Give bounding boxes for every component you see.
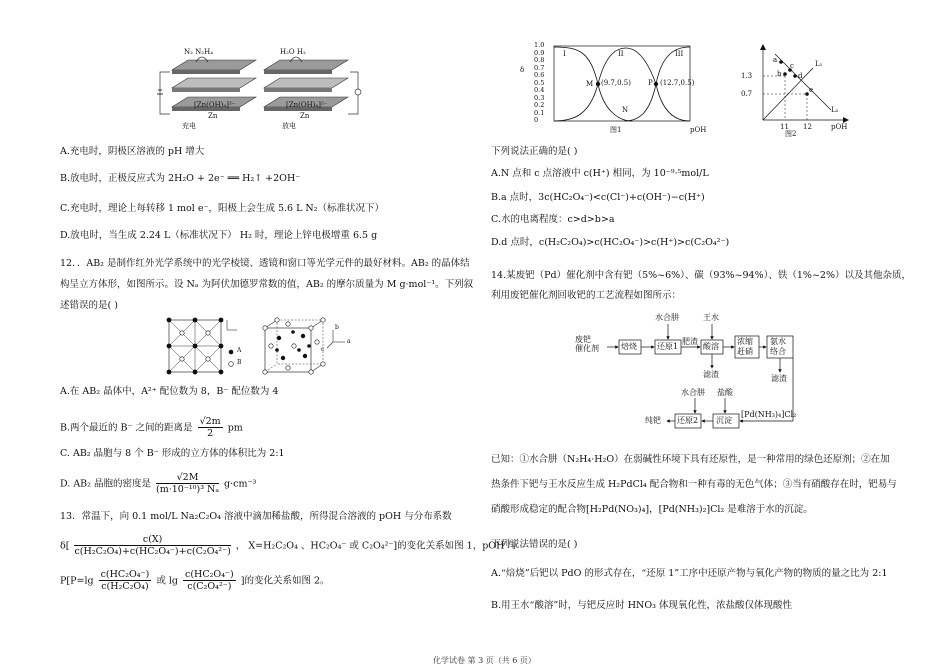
known-line-3: 硝酸形成稳定的配合物[H₂Pd(NO₃)₄]，[Pd(NH₃)₂]Cl₂ 是难溶于水的沉淀。 [491,504,813,515]
q12-line-1: 12．．AB₂ 是制作红外光学系统中的光学棱镜、透镜和窗口等光学元件的最好材料。AB₂ 的晶体结 [60,258,470,269]
q13-option-c: C.水的电离程度：c>d>b>a [491,214,615,225]
q11-option-a: A.充电时，阴极区溶液的 pH 增大 [60,146,205,157]
fig2-point-c: c [790,62,794,70]
fig1-y-tick: 0.4 [534,86,545,94]
q13-line-2: X=H₂C₂O₄ 、HC₂O₄⁻ 或 C₂O₄²⁻]的变化关系如图 1，pOH 与 [248,540,517,552]
flow-box-reduce-2: 还原2 [677,416,699,425]
battery-right-gas-labels: H₂O H₂ [280,48,306,56]
q12-line-3: 述错误的是( ) [60,300,118,311]
fig2-point-d: d [798,72,803,80]
flowchart [575,310,805,432]
fig2-x-tick-2: 12 [803,123,812,131]
flow-box-denitrate: 赶硝 [737,347,753,356]
flow-input-line-2: 催化剂 [575,343,599,353]
q11-option-b: B.放电时，正极反应式为 2H₂O + 2e⁻ ══ H₂↑ +2OH⁻ [60,173,301,184]
flow-box-acid-dissolve: 酸溶 [703,342,719,351]
q12-line-2: 构呈立方体形，如图所示。设 Nₐ 为阿伏加德罗常数的值，AB₂ 的摩尔质量为 M g·mol⁻¹。下列叙 [60,279,474,290]
q14-stem: 下列说法错误的是( ) [491,539,578,550]
q13-p-fraction-2 [183,569,236,593]
q14-line-2: 利用废钯催化剂回收钯的工艺流程如图所示： [491,290,682,301]
flow-reagent-hydrazine-bottom: 水合肼 [681,388,705,397]
battery-discharge-caption: 放电 [282,122,296,130]
q13-line-3: ]的变化关系如图 2。 [240,575,330,587]
flow-complex-label: [Pd(NH₃)₄]Cl₂ [741,410,797,419]
q12-option-b [60,416,243,440]
fig2-caption: 图2 [785,130,797,138]
flow-box-complex: 络合 [770,347,786,356]
q13-delta-denominator: c(H₂C₂O₄)+c(HC₂O₄⁻)+c(C₂O₄²⁻) [74,546,231,558]
fig2-y-tick-2: 0.7 [741,90,753,98]
q14-line-1: 14.某废钯（Pd）催化剂中含有钯（5%~6%）、碳（93%~94%）、铁（1%~2%）以及其他杂质， [491,270,911,281]
flow-output: 纯钯 [645,416,661,425]
fig2-point-e: e [809,86,814,94]
crystal-legend-b: B [237,359,242,366]
crystal-axis-a: a [347,338,351,345]
battery-right-complex: [Zn(OH)₄]²⁻ [286,101,328,109]
flow-input [575,336,599,354]
fig1-y-label: δ [520,66,525,74]
q13-delta-line [60,534,517,558]
flow-residue-2: 滤渣 [771,374,787,383]
flow-box-precipitate: 沉淀 [716,416,732,425]
crystal-figure [165,316,360,376]
q12-option-a: A.在 AB₂ 晶体中，A²⁺ 配位数为 8，B⁻ 配位数为 4 [60,386,279,397]
flow-reagent-aqua-regia: 王水 [703,313,719,322]
flow-box-concentrate: 浓缩 [737,337,753,346]
q13-option-a: A.N 点和 c 点溶液中 c(H⁺) 相同，为 10⁻⁹·⁵mol/L [491,168,709,179]
battery-left-gas-labels: N₂ N₂H₄ [184,48,213,56]
flow-residue-1: 滤渣 [703,370,719,379]
fig1-point-m-coord: (9.7,0.5) [601,79,631,87]
q12-option-b-prefix: B.两个最近的 B⁻ 之间的距离是 [60,422,193,434]
fig1-x-label: pOH [690,126,707,134]
q12-option-b-denominator: 2 [207,428,214,440]
q11-option-c: C.充电时，理论上每转移 1 mol e⁻，阳极上会生成 5.6 L N₂（标准状况下） [60,203,385,214]
fig1-point-m: M [586,80,594,88]
fig1-y-tick: 0.6 [534,71,545,79]
q12-option-d [60,472,256,496]
fig1-y-tick: 0.5 [534,78,545,87]
fig2-x-label: pOH [831,123,848,131]
q13-delta-fraction [74,534,230,558]
fig2-y-tick-1: 1.3 [741,72,753,80]
flow-label-residue-mid: 肥渣 [682,337,698,346]
page-footer: 化学试卷 第 3 页（共 6 页） [433,656,536,665]
q12-option-b-numerator: √2m [199,416,221,427]
battery-figure [152,48,367,132]
fig1-y-tick: 0.2 [534,101,545,109]
q13-option-b: B.a 点时，3c(HC₂O₄⁻)<c(Cl⁻)+c(OH⁻)−c(H⁺) [491,192,705,203]
fig1-point-p: P [648,79,653,87]
q13-p-denominator-1: c(H₂C₂O₄) [101,581,149,593]
fig2-x-tick-1: 11 [780,123,789,131]
q13-delta-suffix: ， [235,540,246,552]
q12-option-b-suffix: pm [227,422,243,434]
q14-option-b: B.用王水“酸溶”时，与钯反应时 HNO₃ 体现氧化性，浓盐酸仅体现酸性 [491,600,792,611]
flow-box-roast: 焙烧 [621,342,637,351]
fig1-region-3: III [675,50,684,58]
fig2-point-a: a [773,56,778,64]
q12-option-d-suffix: g·cm⁻³ [224,478,257,490]
fig2-line-l2: L₂ [831,106,839,114]
q13-stem: 下列说法正确的是( ) [491,146,578,157]
q11-option-d: D.放电时，当生成 2.24 L（标准状况下） H₂ 时，理论上锌电极增重 6.5 g [60,230,378,241]
flow-box-reduce-1: 还原1 [657,342,679,351]
q13-p-numerator-2: c(HC₂O₄⁻) [185,569,234,580]
crystal-axis-c: c [321,346,325,353]
battery-charge-caption: 充电 [182,122,196,130]
crystal-axis-b: b [335,324,339,331]
fig2-point-b: b [777,70,782,78]
known-line-2: 热条件下钯与王水反应生成 H₂PdCl₄ 配合物和一种有毒的无色气体；③当有硝酸存在时，钯易与 [491,479,897,490]
figure-2 [735,42,855,140]
q14-option-a: A.“焙烧”后钯以 PdO 的形式存在，“还原 1”工序中还原产物与氧化产物的物质的量之比为 2:1 [491,568,888,579]
known-line-1: 已知：①水合肼（N₂H₄·H₂O）在弱碱性环境下具有还原性，是一种常用的绿色还原剂；②在加 [491,454,890,465]
fig1-y-tick: 0.3 [534,93,545,102]
fig2-line-l1: L₁ [815,60,823,68]
q13-p-line [60,569,330,593]
q13-delta-numerator: c(X) [74,534,230,546]
q13-p-prefix: P[P=lg [60,575,94,587]
fig1-y-tick: 0.9 [534,48,545,57]
fig1-y-tick: 0.1 [534,108,545,117]
q13-option-d: D.d 点时，c(H₂C₂O₄)>c(HC₂O₄⁻)>c(H⁺)>c(C₂O₄²⁻) [491,237,730,248]
q12-option-d-numerator: √2M [156,472,219,484]
fig1-point-p-coord: (12.7,0.5) [660,79,695,87]
q12-option-d-prefix: D. AB₂ 晶胞的密度是 [60,478,151,490]
flow-reagent-hydrazine-top: 水合肼 [655,313,679,322]
fig1-y-tick: 0.8 [534,56,545,64]
fig1-y-tick: 0 [534,116,539,124]
figure-1 [520,42,720,140]
fig1-region-1: I [563,50,566,58]
q13-p-or: 或 lg [156,575,178,587]
q13-p-numerator-1: c(HC₂O₄⁻) [100,569,150,580]
fig1-y-tick: 0.7 [534,63,545,72]
q12-option-d-fraction [156,472,219,496]
crystal-legend-a: A [237,347,242,354]
q12-option-c: C. AB₂ 晶胞与 8 个 B⁻ 形成的立方体的体积比为 2:1 [60,448,285,459]
fig1-y-tick: 1.0 [534,41,545,49]
flow-input-line-1: 废钯 [575,335,591,344]
q13-p-denominator-2: c(C₂O₄²⁻) [187,581,232,593]
battery-left-zn: Zn [208,112,218,120]
fig1-region-2: II [618,50,624,58]
q12-option-d-denominator: (m·10⁻¹⁰)³ Nₐ [156,484,219,496]
battery-right-zn: Zn [300,112,310,120]
q13-p-fraction-1 [99,569,152,593]
fig1-point-n: N [622,106,629,114]
fig1-caption: 图1 [610,126,622,134]
flow-reagent-hcl: 盐酸 [717,388,733,397]
battery-left-complex: [Zn(OH)₄]²⁻ [194,101,236,109]
q12-option-b-fraction [198,416,223,440]
q13-line-1: 13．常温下，向 0.1 mol/L Na₂C₂O₄ 溶液中滴加稀盐酸，所得混合溶液的 pOH 与分布系数 [60,511,452,522]
flow-box-ammonia: 氨水 [770,337,786,346]
q13-delta-prefix: δ[ [60,540,70,552]
